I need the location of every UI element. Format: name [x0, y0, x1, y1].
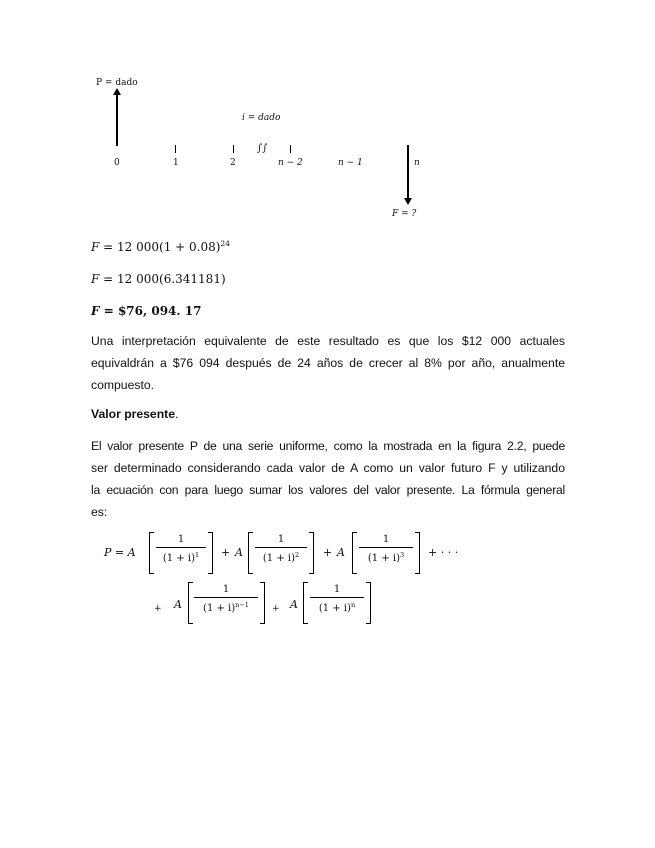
cash-flow-diagram [0, 0, 655, 230]
tick-label-2: 2 [230, 158, 236, 168]
interpretation-paragraph: Una interpretación equivalente de este resultado es que los $12 000 actuales equivaldrán a $76 094 después de 24 años de crecer al 8% por año, anualmente compuesto. [91, 334, 565, 392]
tick-label-0: 0 [114, 158, 120, 168]
section-heading: Valor presente. [91, 407, 179, 421]
tick-mark [233, 145, 234, 153]
equation-3-result: F = $76, 094. 17 [91, 304, 202, 318]
interest-label: i = dado [242, 113, 281, 123]
tick-mark [290, 145, 291, 153]
equation-1: F = 12 $000(1 + 0.08)^{24}$ [91, 239, 230, 254]
present-value-formula: P = A 1 $(1 + i)^1$ + A 1 $(1 + i)^2$ + A 1 $(1 + i)^3$ + · · · + A 1 $(1 + i)^{n-1}$ + A 1 $(1 + i)^n$ [0, 520, 655, 630]
axis-break-mark: ∫∫ [257, 143, 268, 154]
f-label: F = ? [392, 209, 417, 219]
tick-label-n: n [414, 158, 420, 168]
tick-mark [175, 145, 176, 153]
tick-label-n-minus-2: n − 2 [278, 158, 303, 168]
equation-2: F = 12 000(6.341181) [91, 272, 226, 286]
tick-label-n-minus-1: n − 1 [338, 158, 363, 168]
present-value-paragraph: El valor presente P de una serie uniforme, como la mostrada en la figura 2.2, puede ser determinado considerando cada valor de A como un valor futuro F y utilizando la ecuación con para luego sumar los valores del valor presente. La fórmula general es: [91, 439, 565, 519]
p-label: P = dado [96, 78, 138, 88]
future-value-arrow [407, 145, 409, 199]
tick-label-1: 1 [173, 158, 179, 168]
present-value-arrow [116, 94, 118, 146]
